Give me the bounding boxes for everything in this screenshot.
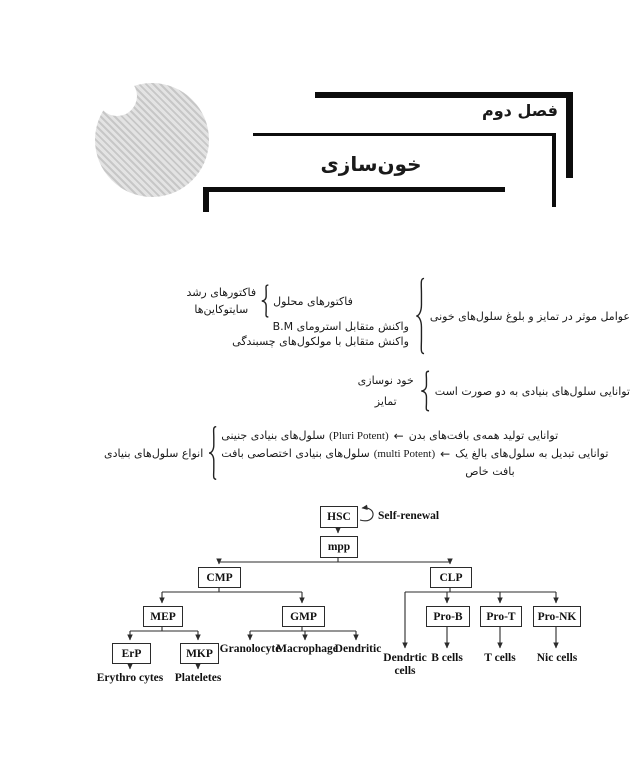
leaf-macrophage: Macrophage <box>276 643 338 655</box>
self-renewal-label: Self-renewal <box>378 510 440 522</box>
note-block-stem-cell-types <box>104 425 608 481</box>
cytokines-text: سایتوکاین‌ها <box>194 303 249 316</box>
header-right-rule <box>566 92 573 178</box>
brace-icon <box>413 276 426 356</box>
left-arrow-icon: ← <box>393 428 404 443</box>
differentiation-fa-text: تمایز <box>374 395 397 408</box>
ability-items <box>358 374 414 408</box>
node-cmp: CMP <box>198 567 241 588</box>
left-arrow-icon: ← <box>440 446 451 461</box>
page-title: خون‌سازی <box>320 152 422 176</box>
self-renewal-fa-text: خود نوسازی <box>357 374 414 387</box>
multipotent-row <box>221 447 608 461</box>
title-right-rule <box>552 133 556 207</box>
note-block-stem-cell-ability <box>358 370 630 412</box>
ability-main-label: توانایی سلول‌های بنیادی به دو صورت است <box>434 384 630 398</box>
title-top-rule <box>253 133 556 136</box>
pluripotent-latin-text: (Pluri Potent) <box>329 429 389 442</box>
node-mep: MEP <box>143 606 183 627</box>
embryonic-stem-cells-text: سلول‌های بنیادی جنینی <box>221 429 326 442</box>
node-pro-nk: Pro-NK <box>533 606 581 627</box>
leaf-erythrocytes: Erythro cytes <box>96 672 164 684</box>
soluble-factors-label: فاکتورهای محلول <box>273 294 353 308</box>
node-pro-b: Pro-B <box>426 606 470 627</box>
tissue-stem-cells-text: سلول‌های بنیادی اختصاصی بافت <box>221 447 370 460</box>
node-pro-t: Pro-T <box>480 606 522 627</box>
soluble-factor-items <box>186 286 256 316</box>
leaf-dendrtic-cells <box>383 652 426 678</box>
leaf-dendrtic-cells-line1: Dendrtic <box>383 652 427 664</box>
tree-connectors <box>0 500 638 700</box>
node-mpp: mpp <box>320 536 358 558</box>
title-bottom-rule <box>203 187 505 192</box>
leaf-granolocyte: Granolocyte <box>219 643 281 655</box>
bm-stroma-text: واکنش متقابل استرومای B.M <box>272 320 409 333</box>
pluripotent-row <box>221 429 558 443</box>
hatched-circle-notch <box>97 76 137 116</box>
node-hsc: HSC <box>320 506 358 528</box>
growth-factors-text: فاکتورهای رشد <box>186 286 257 299</box>
soluble-factors-row <box>186 284 352 318</box>
leaf-dendrtic-cells-line2: cells <box>394 665 416 677</box>
node-erp: ErP <box>112 643 151 664</box>
multipotent-latin-text: (multi Potent) <box>373 447 436 460</box>
chapter-label: فصل دوم <box>482 101 558 120</box>
title-bottom-left-stub <box>203 187 209 212</box>
node-gmp: GMP <box>282 606 325 627</box>
factors-items <box>186 284 408 348</box>
pluripotent-ability-text: توانایی تولید همه‌ی بافت‌های بدن <box>408 429 559 442</box>
types-items <box>221 429 608 478</box>
leaf-t-cells: T cells <box>484 652 516 664</box>
brace-icon <box>259 284 270 318</box>
specific-tissue-text: بافت خاص <box>465 464 515 478</box>
factors-main-label: عوامل موثر در تمایز و بلوغ سلول‌های خونی <box>429 309 630 323</box>
node-mkp: MKP <box>180 643 219 664</box>
header-top-rule <box>315 92 573 98</box>
brace-icon <box>418 370 431 412</box>
leaf-b-cells: B cells <box>431 652 463 664</box>
note-block-factors <box>186 276 630 356</box>
brace-icon <box>206 425 218 481</box>
types-main-label: انواع سلول‌های بنیادی <box>104 446 204 460</box>
leaf-nic-cells: Nic cells <box>536 652 578 664</box>
node-clp: CLP <box>430 567 472 588</box>
leaf-platelets: Plateletes <box>174 672 222 684</box>
multipotent-ability-text: توانایی تبدیل به سلول‌های بالغ یک <box>455 447 609 460</box>
adhesion-molecules-text: واکنش متقابل با مولکول‌های چسبندگی <box>232 335 409 348</box>
leaf-dendritic: Dendritic <box>334 643 382 655</box>
